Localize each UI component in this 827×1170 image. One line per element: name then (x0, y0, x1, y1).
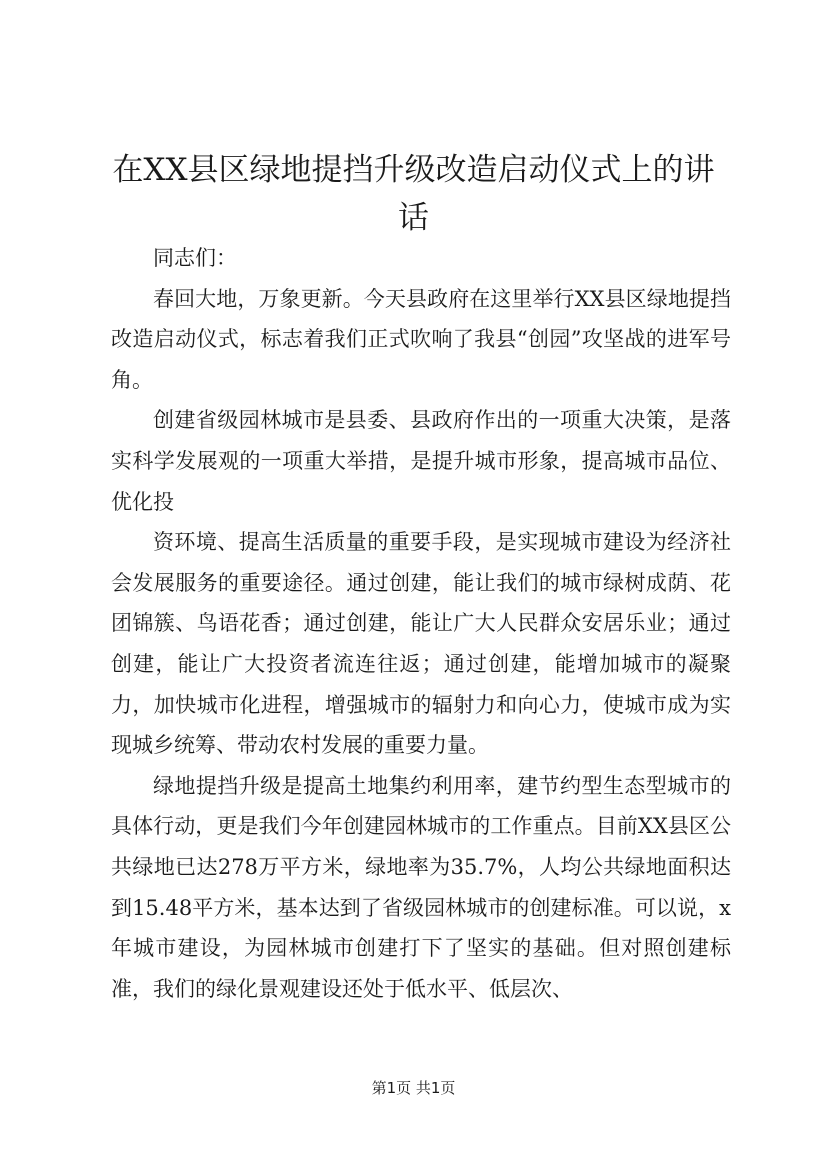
paragraph-1: 春回大地，万象更新。今天县政府在这里举行XX县区绿地提挡改造启动仪式，标志着我们正式吹响了我县“创园”攻坚战的进军号角。 (111, 286, 731, 392)
title-line-2: 话 (398, 200, 429, 236)
page-footer: 第1页 共1页 (371, 1079, 456, 1097)
paragraph-2: 创建省级园林城市是县委、县政府作出的一项重大决策，是落实科学发展观的一项重大举措，是提升城市形象，提高城市品位、优化投 (111, 408, 731, 514)
paragraph-4: 绿地提挡升级是提高土地集约利用率，建节约型生态型城市的具体行动，更是我们今年创建园林城市的工作重点。目前XX县区公共绿地已达278万平方米，绿地率为35.7%，人均公共绿地面积达到15.48平方米，基本达到了省级园林城市的创建标准。可以说，x年城市建设，为园林城市创建打下了坚实的基础。但对照创建标准，我们的绿化景观建设还处于低水平、低层次、 (111, 773, 731, 1001)
document-body (111, 238, 731, 1009)
title-line-1: 在XX县区绿地提挡升级改造启动仪式上的讲 (112, 152, 715, 188)
paragraph-3: 资环境、提高生活质量的重要手段，是实现城市建设为经济社会发展服务的重要途径。通过创建，能让我们的城市绿树成荫、花团锦簇、鸟语花香；通过创建，能让广大人民群众安居乐业；通过创建，能让广大投资者流连往返；通过创建，能增加城市的凝聚力，加快城市化进程，增强城市的辐射力和向心力，使城市成为实现城乡统筹、带动农村发展的重要力量。 (111, 530, 731, 758)
salutation: 同志们： (153, 246, 237, 270)
document-title (100, 146, 727, 242)
